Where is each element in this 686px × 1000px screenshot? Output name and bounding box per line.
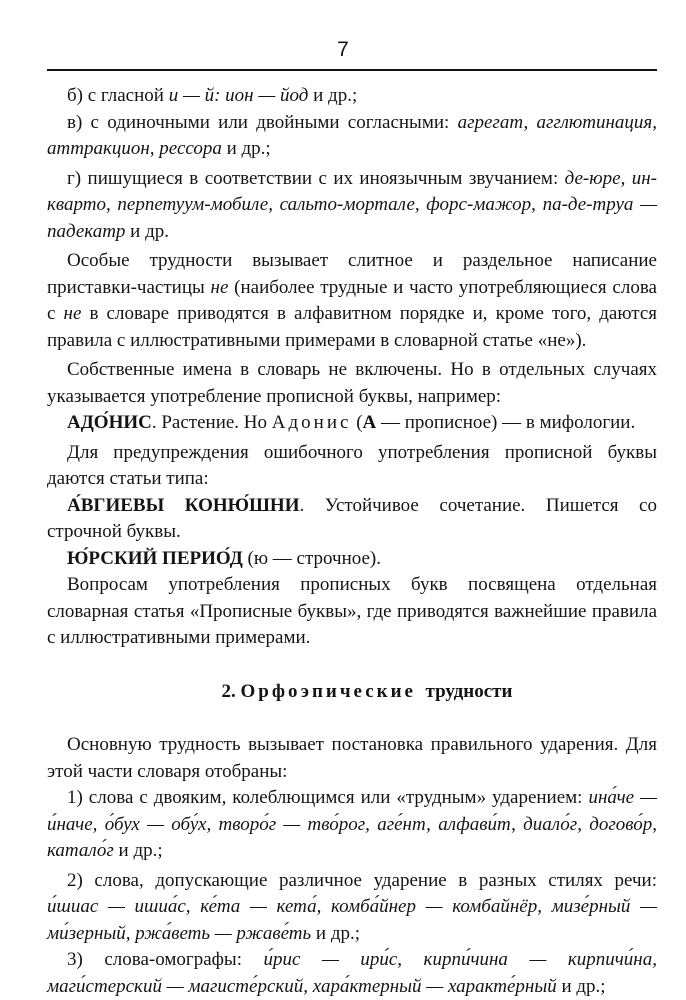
entry-adonis: АДО́НИС. Растение. Но Адонис (А — прописное) — в мифологии. — [67, 412, 636, 433]
paragraph-stress: Основную трудность вызывает постановка правильного ударения. Для этой части словаря отобраны: — [47, 734, 657, 782]
list-item-3: 3) слова-омографы: и́рис — ири́с, кирпи́чина — кирпичи́на, маги́стерский — магисте́рский, хара́ктерный — характе́рный и др.; — [47, 949, 657, 997]
paragraph-capital-letter: Для предупреждения ошибочного употребления прописной буквы даются статьи типа: — [47, 441, 657, 489]
list-item-2: 2) слова, допускающие различное ударение в разных стилях речи: и́шиас — ишиа́с, ке́та — кета́, комба́йнер — комбайнёр, мизе́рный — ми́зерный, ржа́веть — ржаве́ть и др.; — [47, 869, 657, 944]
paragraph-ne-particle: Особые трудности вызывает слитное и раздельное написание приставки-частицы не (наиболее трудные и часто употребляющиеся слова с не в словаре приводятся в алфавитном порядке и, кроме того, даются правила с иллюстративными примерами в словарной статье «не»). — [47, 250, 657, 351]
section-heading: 2. Орфоэпические трудности — [221, 680, 513, 702]
page-body — [47, 83, 657, 1000]
entry-jurassic-period: Ю́РСКИЙ ПЕРИО́Д (ю — строчное). — [67, 547, 381, 569]
paragraph-capital-letters-article: Вопросам употребления прописных букв посвящена отдельная словарная статья «Прописные буквы», где приводятся важнейшие правила с иллюстративными примерами. — [47, 574, 657, 648]
list-item-1: 1) слова с двояким, колеблющимся или «трудным» ударением: ина́че — и́наче, о́бух — обу́х, творо́г — тво́рог, аге́нт, алфави́т, диало́г, догово́р, катало́г и др.; — [47, 787, 657, 861]
list-item-g: г) пишущиеся в соответствии с их иноязычным звучанием: де-юре, ин-кварто, перпетуум-мобиле, сальто-мортале, форс-мажор, па-де-труа — падекатр и др. — [47, 167, 657, 242]
page-number: 7 — [337, 38, 349, 61]
list-item-b: б) с гласной и — й: ион — йод и др.; — [67, 85, 358, 106]
header-rule — [47, 69, 657, 71]
paragraph-proper-names: Собственные имена в словарь не включены. Но в отдельных случаях указывается употребление прописной буквы, например: — [47, 359, 657, 407]
entry-augean-stables: А́ВГИЕВЫ КОНЮ́ШНИ. Устойчивое сочетание. Пишется со строчной буквы. — [47, 494, 657, 542]
list-item-v: в) с одиночными или двойными согласными: агрегат, агглютинация, аттракцион, рессора и др.; — [47, 111, 658, 159]
